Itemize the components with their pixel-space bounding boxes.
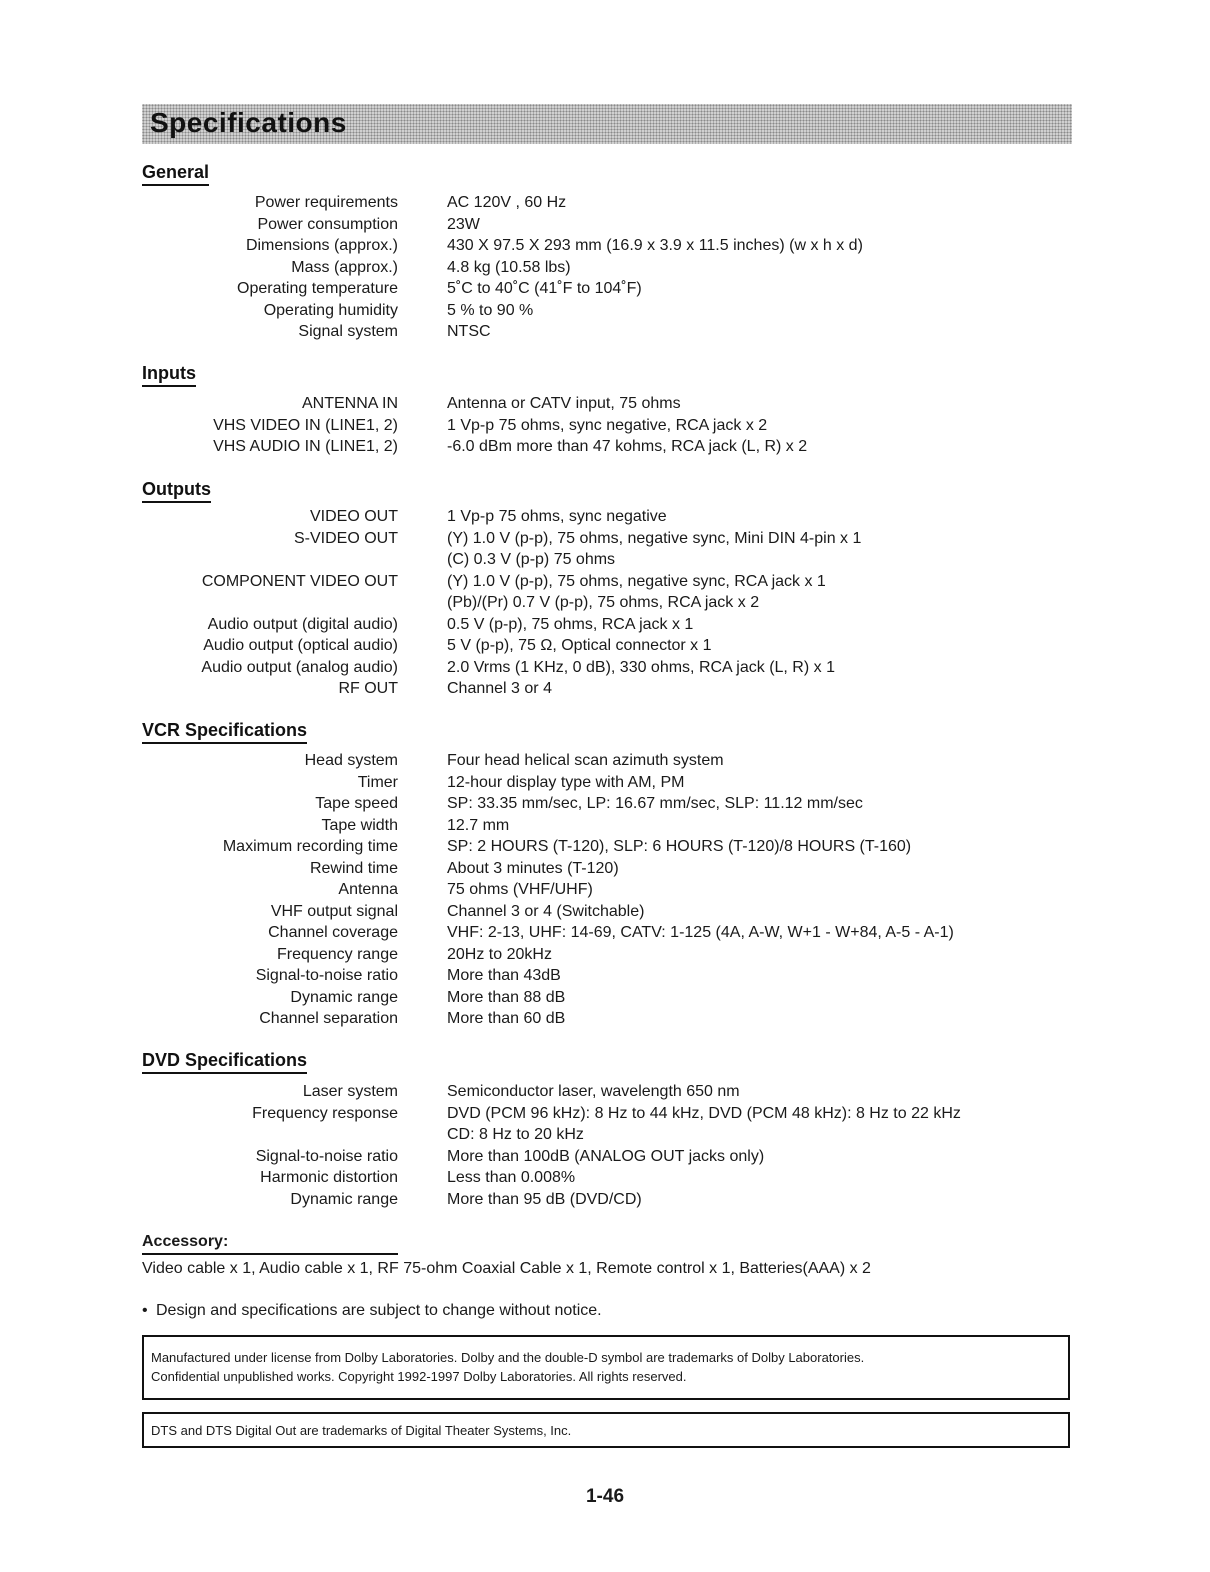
accessory-text: Video cable x 1, Audio cable x 1, RF 75-ohm Coaxial Cable x 1, Remote control x 1, Batteries(AAA) x 2 xyxy=(142,1260,871,1277)
spec-value: More than 100dB (ANALOG OUT jacks only) xyxy=(447,1147,765,1165)
section-heading: DVD Specifications xyxy=(142,1049,307,1074)
spec-value: Channel 3 or 4 (Switchable) xyxy=(447,902,645,920)
spec-row xyxy=(0,214,1210,236)
spec-row xyxy=(0,506,1210,528)
spec-label: Rewind time xyxy=(309,859,398,877)
spec-value: NTSC xyxy=(447,323,491,340)
spec-label: Dynamic range xyxy=(290,1190,398,1208)
spec-label: VHF output signal xyxy=(270,902,398,920)
spec-value: 5 % to 90 % xyxy=(447,301,534,319)
spec-label: Dimensions (approx.) xyxy=(245,237,398,254)
spec-value: 430 X 97.5 X 293 mm (16.9 x 3.9 x 11.5 inches) (w x h x d) xyxy=(447,237,863,254)
spec-value: AC 120V , 60 Hz xyxy=(447,194,567,211)
spec-value: (Pb)/(Pr) 0.7 V (p-p), 75 ohms, RCA jack x 2 xyxy=(447,594,760,611)
spec-row xyxy=(0,944,1210,966)
spec-label: Tape speed xyxy=(315,795,398,812)
spec-label: Mass (approx.) xyxy=(291,258,398,276)
spec-value: 5 V (p-p), 75 Ω, Optical connector x 1 xyxy=(447,637,712,654)
spec-label: Frequency range xyxy=(277,945,398,963)
dts-notice-box xyxy=(142,1412,1070,1448)
spec-row xyxy=(0,858,1210,880)
spec-row xyxy=(0,836,1210,858)
spec-value: (Y) 1.0 V (p-p), 75 ohms, negative sync, RCA jack x 1 xyxy=(447,572,826,590)
bullet-icon: • xyxy=(142,1302,148,1319)
spec-row xyxy=(0,278,1210,300)
spec-label: Maximum recording time xyxy=(222,838,398,855)
spec-value: 75 ohms (VHF/UHF) xyxy=(447,881,593,898)
spec-value: SP: 2 HOURS (T-120), SLP: 6 HOURS (T-120)/8 HOURS (T-160) xyxy=(447,838,912,855)
spec-row xyxy=(0,965,1210,987)
spec-row xyxy=(0,321,1210,343)
spec-value: 2.0 Vrms (1 KHz, 0 dB), 330 ohms, RCA jack (L, R) x 1 xyxy=(447,658,835,676)
spec-row xyxy=(0,235,1210,257)
spec-value: (Y) 1.0 V (p-p), 75 ohms, negative sync, Mini DIN 4-pin x 1 xyxy=(447,529,862,547)
spec-label: Power consumption xyxy=(257,215,398,233)
spec-label: Head system xyxy=(304,752,398,769)
spec-row xyxy=(0,1103,1210,1125)
spec-label: Signal-to-noise ratio xyxy=(255,967,398,984)
spec-row xyxy=(0,393,1210,415)
spec-row xyxy=(0,592,1210,614)
spec-label: Signal system xyxy=(298,323,398,340)
spec-row xyxy=(0,879,1210,901)
spec-row xyxy=(0,922,1210,944)
change-notice-text: Design and specifications are subject to change without notice. xyxy=(156,1302,602,1319)
spec-label: Antenna xyxy=(338,881,398,898)
spec-row xyxy=(0,1008,1210,1030)
spec-row xyxy=(0,257,1210,279)
spec-value: -6.0 dBm more than 47 kohms, RCA jack (L, R) x 2 xyxy=(447,438,808,455)
spec-value: Antenna or CATV input, 75 ohms xyxy=(447,395,681,412)
spec-label: Dynamic range xyxy=(290,988,398,1006)
page-title: Specifications xyxy=(150,107,347,138)
spec-label: Channel coverage xyxy=(268,924,398,941)
spec-label: ANTENNA IN xyxy=(301,395,398,412)
spec-row xyxy=(0,1081,1210,1103)
dolby-notice-box xyxy=(142,1335,1070,1400)
spec-label: Harmonic distortion xyxy=(260,1169,398,1186)
spec-row xyxy=(0,657,1210,679)
spec-row xyxy=(0,415,1210,437)
dolby-notice-line-2: Confidential unpublished works. Copyright 1992-1997 Dolby Laboratories. All rights reserved. xyxy=(151,1369,687,1384)
spec-row xyxy=(0,815,1210,837)
section-heading: Inputs xyxy=(142,362,196,387)
spec-value: About 3 minutes (T-120) xyxy=(447,859,619,877)
spec-label: Operating humidity xyxy=(263,301,398,319)
spec-row xyxy=(0,901,1210,923)
spec-row xyxy=(0,614,1210,636)
spec-value: DVD (PCM 96 kHz): 8 Hz to 44 kHz, DVD (PCM 48 kHz): 8 Hz to 22 kHz xyxy=(447,1104,961,1122)
spec-row xyxy=(0,1146,1210,1168)
spec-label: Signal-to-noise ratio xyxy=(255,1147,398,1165)
spec-label: Audio output (analog audio) xyxy=(201,658,398,676)
spec-value: 4.8 kg (10.58 lbs) xyxy=(447,258,571,276)
spec-label: Audio output (digital audio) xyxy=(207,615,398,633)
spec-label: Frequency response xyxy=(252,1104,398,1122)
spec-label: Audio output (optical audio) xyxy=(203,637,398,654)
section-heading: General xyxy=(142,161,209,186)
spec-label: Operating temperature xyxy=(237,280,398,297)
spec-row xyxy=(0,1167,1210,1189)
spec-value: Four head helical scan azimuth system xyxy=(447,752,724,769)
spec-label: VIDEO OUT xyxy=(309,508,398,525)
spec-label: Timer xyxy=(357,773,398,791)
spec-row xyxy=(0,528,1210,550)
dolby-notice-line-1: Manufactured under license from Dolby Laboratories. Dolby and the double-D symbol are trademarks of Dolby Laboratories. xyxy=(151,1350,865,1365)
spec-value: 12-hour display type with AM, PM xyxy=(447,773,685,791)
spec-label: Tape width xyxy=(321,816,398,834)
spec-label: Laser system xyxy=(302,1083,398,1100)
spec-label: Power requirements xyxy=(254,194,398,211)
spec-value: More than 95 dB (DVD/CD) xyxy=(447,1190,642,1208)
spec-label: COMPONENT VIDEO OUT xyxy=(201,572,398,590)
spec-label: S-VIDEO OUT xyxy=(293,529,398,547)
spec-value: More than 43dB xyxy=(447,967,561,984)
spec-row xyxy=(0,571,1210,593)
spec-label: VHS AUDIO IN (LINE1, 2) xyxy=(213,438,398,455)
spec-value: 1 Vp-p 75 ohms, sync negative, RCA jack x 2 xyxy=(447,416,768,434)
spec-label: Channel separation xyxy=(259,1010,398,1027)
spec-row xyxy=(0,549,1210,571)
spec-value: 12.7 mm xyxy=(447,816,510,834)
spec-value: Semiconductor laser, wavelength 650 nm xyxy=(447,1083,740,1100)
spec-row xyxy=(0,772,1210,794)
spec-value: SP: 33.35 mm/sec, LP: 16.67 mm/sec, SLP: 11.12 mm/sec xyxy=(447,795,863,812)
spec-row xyxy=(0,987,1210,1009)
title-banner xyxy=(142,104,1072,144)
spec-value: More than 60 dB xyxy=(447,1010,566,1027)
spec-row xyxy=(0,678,1210,700)
spec-value: 1 Vp-p 75 ohms, sync negative xyxy=(447,508,667,525)
spec-row xyxy=(0,635,1210,657)
accessory-heading: Accessory: xyxy=(142,1232,398,1255)
spec-label: VHS VIDEO IN (LINE1, 2) xyxy=(213,416,398,434)
spec-row xyxy=(0,750,1210,772)
spec-value: 5˚C to 40˚C (41˚F to 104˚F) xyxy=(447,280,642,297)
spec-value: CD: 8 Hz to 20 kHz xyxy=(447,1126,584,1143)
spec-row xyxy=(0,192,1210,214)
spec-value: (C) 0.3 V (p-p) 75 ohms xyxy=(447,551,616,568)
spec-row xyxy=(0,436,1210,458)
spec-row xyxy=(0,1124,1210,1146)
section-heading: VCR Specifications xyxy=(142,719,307,744)
spec-value: 20Hz to 20kHz xyxy=(447,945,552,963)
spec-label: RF OUT xyxy=(338,680,398,697)
spec-value: Channel 3 or 4 xyxy=(447,680,552,697)
spec-row xyxy=(0,793,1210,815)
page-number: 1-46 xyxy=(585,1486,625,1507)
dts-notice-text: DTS and DTS Digital Out are trademarks of Digital Theater Systems, Inc. xyxy=(151,1423,572,1438)
spec-value: 23W xyxy=(447,215,480,233)
spec-value: 0.5 V (p-p), 75 ohms, RCA jack x 1 xyxy=(447,615,694,633)
section-heading: Outputs xyxy=(142,478,211,503)
spec-row xyxy=(0,1189,1210,1211)
spec-value: More than 88 dB xyxy=(447,988,566,1006)
spec-value: VHF: 2-13, UHF: 14-69, CATV: 1-125 (4A, A-W, W+1 - W+84, A-5 - A-1) xyxy=(447,924,954,941)
change-notice xyxy=(142,1300,602,1322)
spec-value: Less than 0.008% xyxy=(447,1169,576,1186)
spec-row xyxy=(0,300,1210,322)
